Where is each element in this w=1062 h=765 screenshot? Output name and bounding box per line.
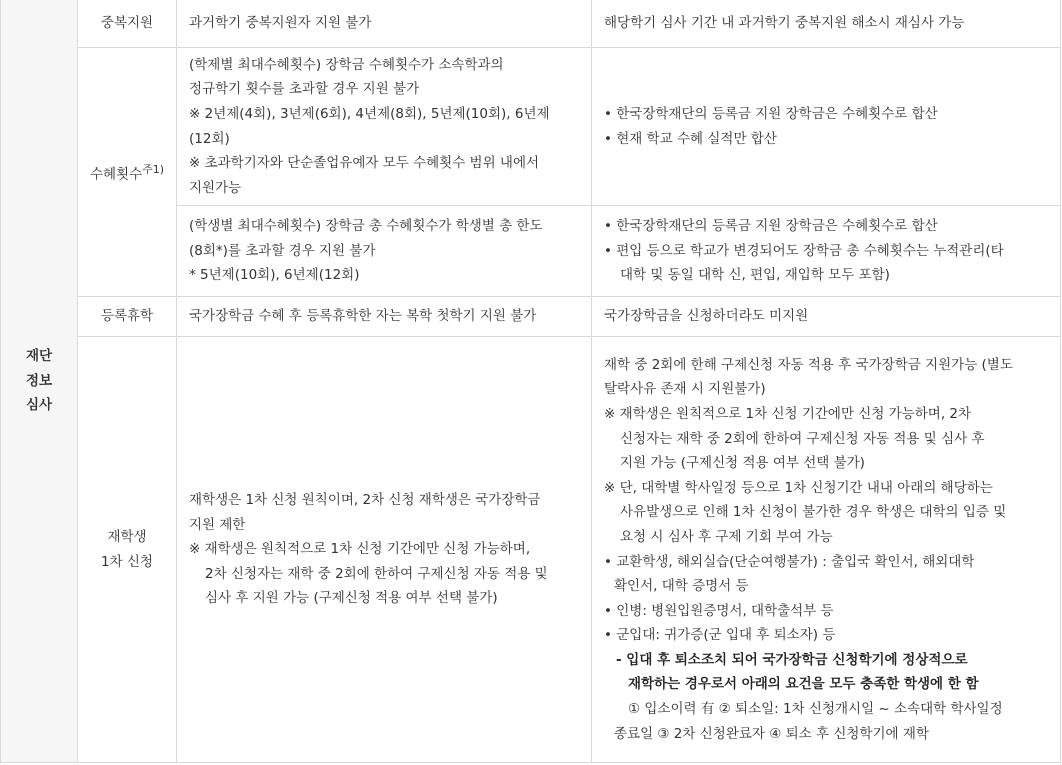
table-row-count-a (1, 48, 1061, 206)
table-row-leave (1, 297, 1061, 337)
table-row-duplicate (1, 0, 1061, 48)
duplicate-note: 해당학기 심사 기간 내 과거학기 중복지원 해소시 재심사 가능 (592, 0, 1061, 48)
leave-criteria: 국가장학금 수혜 후 등록휴학한 자는 복학 첫학기 지원 불가 (177, 297, 592, 337)
count-dept-note: • 한국장학재단의 등록금 지원 장학금은 수혜횟수로 합산 • 현재 학교 수혜 실적만 합산 (592, 48, 1061, 206)
footnote-marker: 주1) (142, 162, 165, 176)
count-student-note: • 한국장학재단의 등록금 지원 장학금은 수혜횟수로 합산 • 편입 등으로 학교가 변경되어도 장학금 총 수혜횟수는 누적관리(타 대학 및 동일 대학 신, 편입, 재입학 모두 포함) (592, 206, 1061, 297)
row-label-count: 수혜횟수$^{주1)}$ (78, 48, 177, 297)
count-student-criteria: (학생별 최대수혜횟수) 장학금 총 수혜횟수가 학생별 총 한도 (8회*)를 초과할 경우 지원 불가 * 5년제(10회), 6년제(12회) (177, 206, 592, 297)
table-row-enrolled (1, 337, 1061, 763)
section-header-line: 정보 (25, 372, 53, 389)
duplicate-criteria: 과거학기 중복지원자 지원 불가 (177, 0, 592, 48)
section-header-line: 심사 (25, 397, 53, 414)
count-dept-criteria: (학제별 최대수혜횟수) 장학금 수혜횟수가 소속학과의 정규학기 횟수를 초과할 경우 지원 불가 ※ 2년제(4회), 3년제(6회), 4년제(8회), 5년제(10회), 6년제 (12회) ※ 초과학기자와 단순졸업유예자 모두 수혜횟수 범위 내에서 지원가능 (177, 48, 592, 206)
section-header-cell (1, 0, 78, 763)
enrolled-note: 재학 중 2회에 한해 구제신청 자동 적용 후 국가장학금 지원가능 (별도 탈락사유 존재 시 지원불가) ※ 재학생은 원칙적으로 1차 신청 기간에만 신청 가능하며, 2차 신청자는 재학 중 2회에 한하여 구제신청 자동 적용 및 심사 후 지원 가능 (구제신청 적용 여부 선택 불가) ※ 단, 대학별 학사일정 등으로 1차 신청기간 내내 아래의 해당하는 사유발생으로 인해 1차 신청이 불가한 경우 학생은 대학의 입증 및 요청 시 심사 후 구제 기회 부여 가능 • 교환학생, 해외실습(단순여행불가) : 출입국 확인서, 해외대학 확인서, 대학 증명서 등 • 인병: 병원입원증명서, 대학출석부 등 • 군입대: 귀가증(군 입대 후 퇴소자) 등 - 입대 후 퇴소조치 되어 국가장학금 신청학기에 정상적으로 재학하는 경우로서 아래의 요건을 모두 충족한 학생에 한 함 ① 입소이력 有 ② 퇴소일: 1차 신청개시일 ~ 소속대학 학사일정 종료일 ③ 2차 신청완료자 ④ 퇴소 후 신청학기에 재학 (592, 337, 1061, 763)
row-label-enrolled: 재학생 1차 신청 (78, 337, 177, 763)
leave-note: 국가장학금을 신청하더라도 미지원 (592, 297, 1061, 337)
section-header-line: 재단 (25, 348, 53, 365)
row-label-duplicate: 중복지원 (78, 0, 177, 48)
row-label-leave: 등록휴학 (78, 297, 177, 337)
enrolled-criteria: 재학생은 1차 신청 원칙이며, 2차 신청 재학생은 국가장학금 지원 제한 ※ 재학생은 원칙적으로 1차 신청 기간에만 신청 가능하며, 2차 신청자는 재학 중 2회에 한하여 구제신청 자동 적용 및 심사 후 지원 가능 (구제신청 적용 여부 선택 불가) (177, 337, 592, 763)
